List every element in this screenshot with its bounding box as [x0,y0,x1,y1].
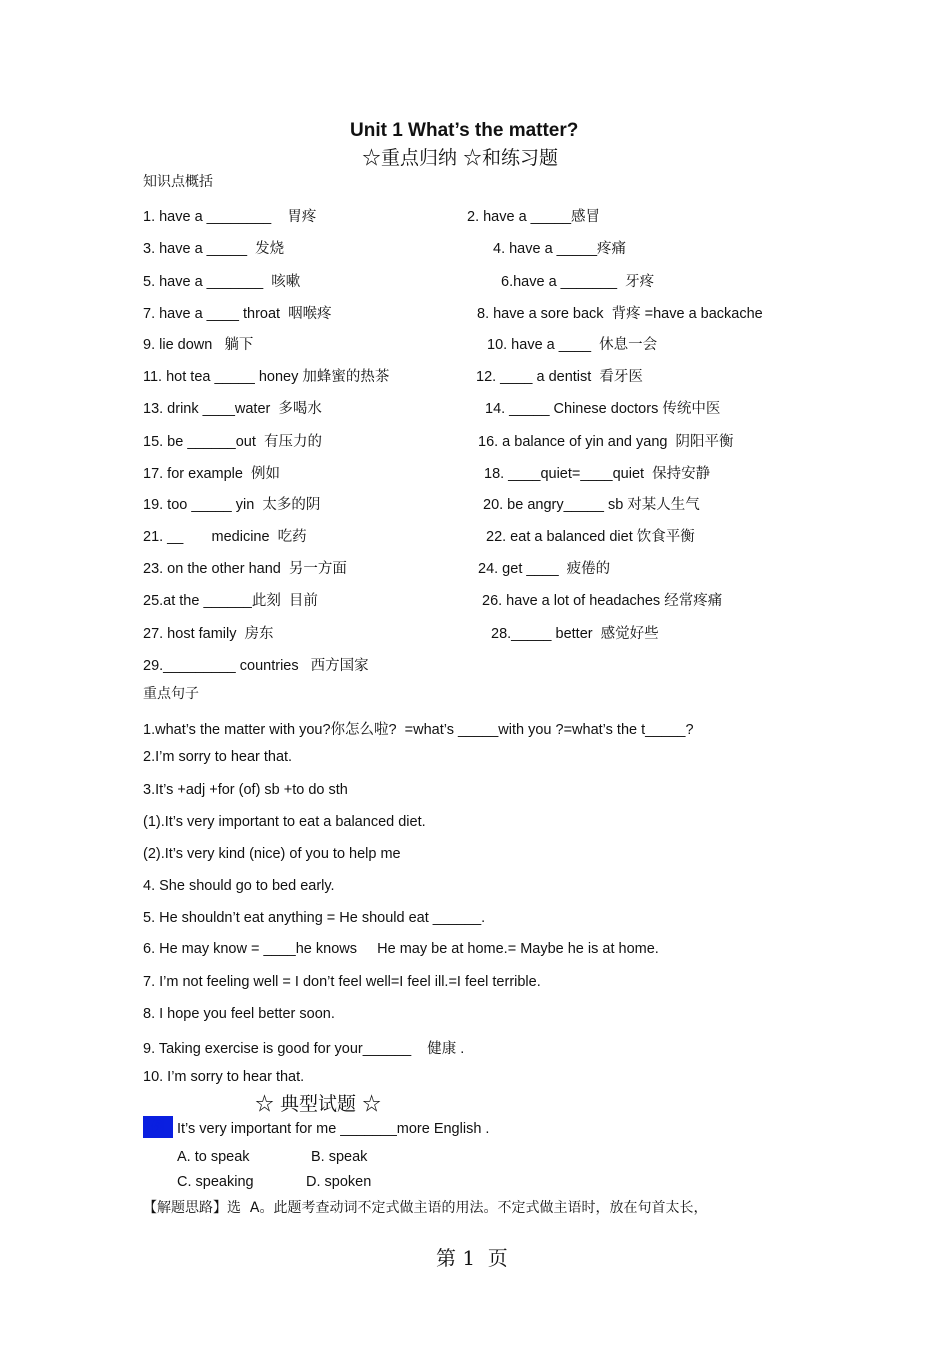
phrase-item: 1. have a ________ 胃疼 [143,209,317,225]
option-c: C. speaking [177,1174,254,1190]
sentence-item: 1.what’s the matter with you?你怎么啦? =what’s _____with you ?=what’s the t_____? [143,722,694,738]
answer-analysis: 【解题思路】选 A。此题考查动词不定式做主语的用法。不定式做主语时，放在句首太长， [143,1200,708,1216]
sentence-item: 7. I’m not feeling well = I don’t feel well=I feel ill.=I feel terrible. [143,974,541,990]
phrase-item: 12. ____ a dentist 看牙医 [476,369,643,385]
phrase-item: 7. have a ____ throat 咽喉疼 [143,306,332,322]
phrase-item: 5. have a _______ 咳嗽 [143,274,301,290]
sentence-item: 10. I’m sorry to hear that. [143,1069,305,1085]
phrase-item: 22. eat a balanced diet 饮食平衡 [486,529,695,545]
phrase-item: 10. have a ____ 休息一会 [487,337,658,353]
sentence-item: 4. She should go to bed early. [143,878,335,894]
phrase-item: 6.have a _______ 牙疼 [501,274,655,290]
sentence-item: 6. He may know = ____he knows He may be at home.= Maybe he is at home. [143,941,659,957]
phrase-item: 11. hot tea _____ honey 加蜂蜜的热茶 [143,369,390,385]
phrase-item: 20. be angry_____ sb 对某人生气 [483,497,700,513]
phrase-item: 18. ____quiet=____quiet 保持安静 [484,466,711,482]
sentence-item: 8. I hope you feel better soon. [143,1006,335,1022]
example-question: It’s very important for me _______more English . [177,1121,490,1137]
phrase-item: 27. host family 房东 [143,626,274,642]
option-a: A. to speak [177,1149,250,1165]
sentence-item: (1).It’s very important to eat a balanced diet. [143,814,426,830]
page-title: Unit 1 What’s the matter? [350,120,579,141]
knowledge-heading: 知识点概括 [143,174,213,190]
phrase-item: 24. get ____ 疲倦的 [478,561,611,577]
phrase-item: 2. have a _____感冒 [467,209,601,225]
typical-heading: ☆ 典型试题 ☆ [255,1093,382,1115]
phrase-item: 13. drink ____water 多喝水 [143,401,322,417]
phrase-item: 15. be ______out 有压力的 [143,434,322,450]
sentence-item: 2.I’m sorry to hear that. [143,749,293,765]
page-number: 第 1 页 [436,1246,508,1270]
sentence-item: (2).It’s very kind (nice) of you to help me [143,846,401,862]
phrase-item: 8. have a sore back 背疼 =have a backache [477,306,763,322]
sentence-item: 5. He shouldn’t eat anything = He should eat ______. [143,910,486,926]
phrase-item: 26. have a lot of headaches 经常疼痛 [482,593,723,609]
phrase-item: 14. _____ Chinese doctors 传统中医 [485,401,721,417]
phrase-item: 9. lie down 躺下 [143,337,254,353]
phrase-item: 17. for example 例如 [143,466,280,482]
phrase-item: 16. a balance of yin and yang 阴阳平衡 [478,434,734,450]
example-badge: 例 [143,1116,173,1138]
option-b: B. speak [311,1149,368,1165]
sentence-item: 3.It’s +adj +for (of) sb +to do sth [143,782,348,798]
phrase-item: 29._________ countries 西方国家 [143,658,369,674]
option-d: D. spoken [306,1174,372,1190]
phrase-item: 3. have a _____ 发烧 [143,241,285,257]
sentence-item: 9. Taking exercise is good for your______ 健康 . [143,1041,465,1057]
phrase-item: 4. have a _____疼痛 [493,241,627,257]
phrase-item: 28._____ better 感觉好些 [491,626,659,642]
phrase-item: 19. too _____ yin 太多的阴 [143,497,321,513]
phrase-item: 23. on the other hand 另一方面 [143,561,347,577]
phrase-item: 25.at the ______此刻 目前 [143,593,318,609]
page-subtitle: ☆重点归纳 ☆和练习题 [362,147,559,169]
sentences-heading: 重点句子 [143,686,199,702]
phrase-item: 21. __ medicine 吃药 [143,529,307,545]
